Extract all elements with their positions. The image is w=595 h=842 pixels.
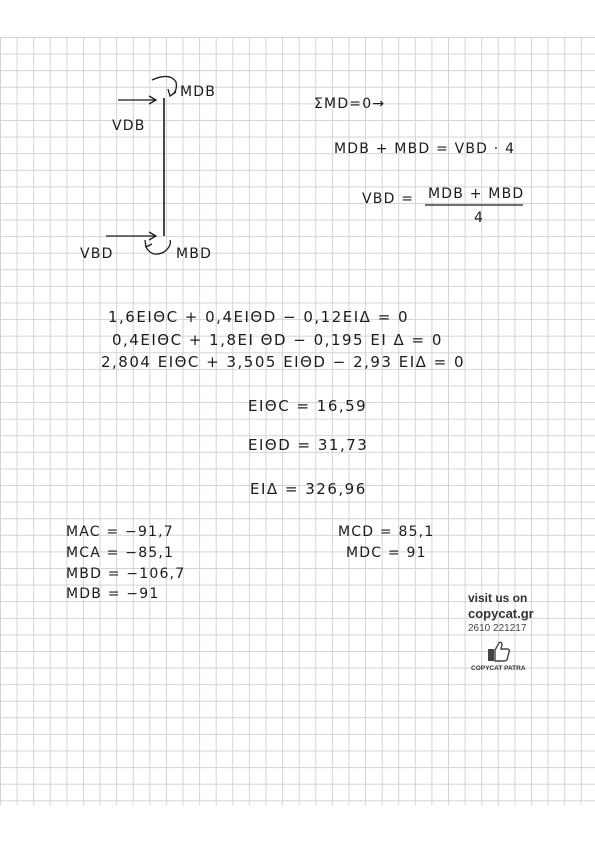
label-mdb: MDB bbox=[180, 84, 217, 100]
solution-theta-c: ΕΙΘC = 16,59 bbox=[248, 397, 368, 415]
moment-mdb-curl bbox=[152, 76, 176, 96]
copycat-ad bbox=[468, 591, 558, 672]
label-vbd: VBD bbox=[80, 246, 114, 262]
solution-theta-d: ΕΙΘD = 31,73 bbox=[248, 436, 369, 454]
equation-moment-balance: MDB + MBD = VBD · 4 bbox=[334, 141, 516, 157]
thumbs-up-icon bbox=[487, 639, 511, 663]
fraction-denominator: 4 bbox=[474, 210, 485, 226]
moment-mbd: MBD = −106,7 bbox=[66, 566, 186, 582]
ad-phone: 2610 221217 bbox=[468, 623, 527, 634]
moment-mcd: MCD = 85,1 bbox=[338, 524, 435, 540]
moment-mca: MCA = −85,1 bbox=[66, 545, 175, 561]
ad-website: copycat.gr bbox=[468, 606, 534, 621]
system-eq-1: 1,6ΕΙΘC + 0,4ΕΙΘD − 0,12ΕΙΔ = 0 bbox=[108, 308, 410, 326]
system-eq-3: 2,804 ΕΙΘC + 3,505 ΕΙΘD − 2,93 ΕΙΔ = 0 bbox=[101, 353, 466, 371]
label-mbd: MBD bbox=[176, 246, 213, 262]
fraction-bar bbox=[425, 203, 525, 207]
arrow-vdb bbox=[118, 96, 156, 104]
moment-mbd-curl bbox=[146, 240, 170, 254]
solution-delta: ΕΙΔ = 326,96 bbox=[250, 480, 367, 498]
fraction-lhs: VBD = bbox=[362, 191, 415, 207]
ad-brand: COPYCAT PATRA bbox=[471, 665, 526, 672]
moment-mac: MAC = −91,7 bbox=[66, 524, 174, 540]
arrow-vbd bbox=[106, 232, 156, 240]
moment-mdb: MDB = −91 bbox=[66, 586, 160, 602]
ad-visit-text: visit us on bbox=[468, 591, 528, 605]
label-vdb: VDB bbox=[112, 118, 146, 134]
fraction-numerator: MDB + MBD bbox=[428, 186, 525, 202]
moment-mdc: MDC = 91 bbox=[346, 545, 427, 561]
system-eq-2: 0,4ΕΙΘC + 1,8ΕΙ ΘD − 0,195 ΕΙ Δ = 0 bbox=[112, 331, 443, 349]
equation-sum-moments: ΣMD=0→ bbox=[314, 96, 386, 112]
